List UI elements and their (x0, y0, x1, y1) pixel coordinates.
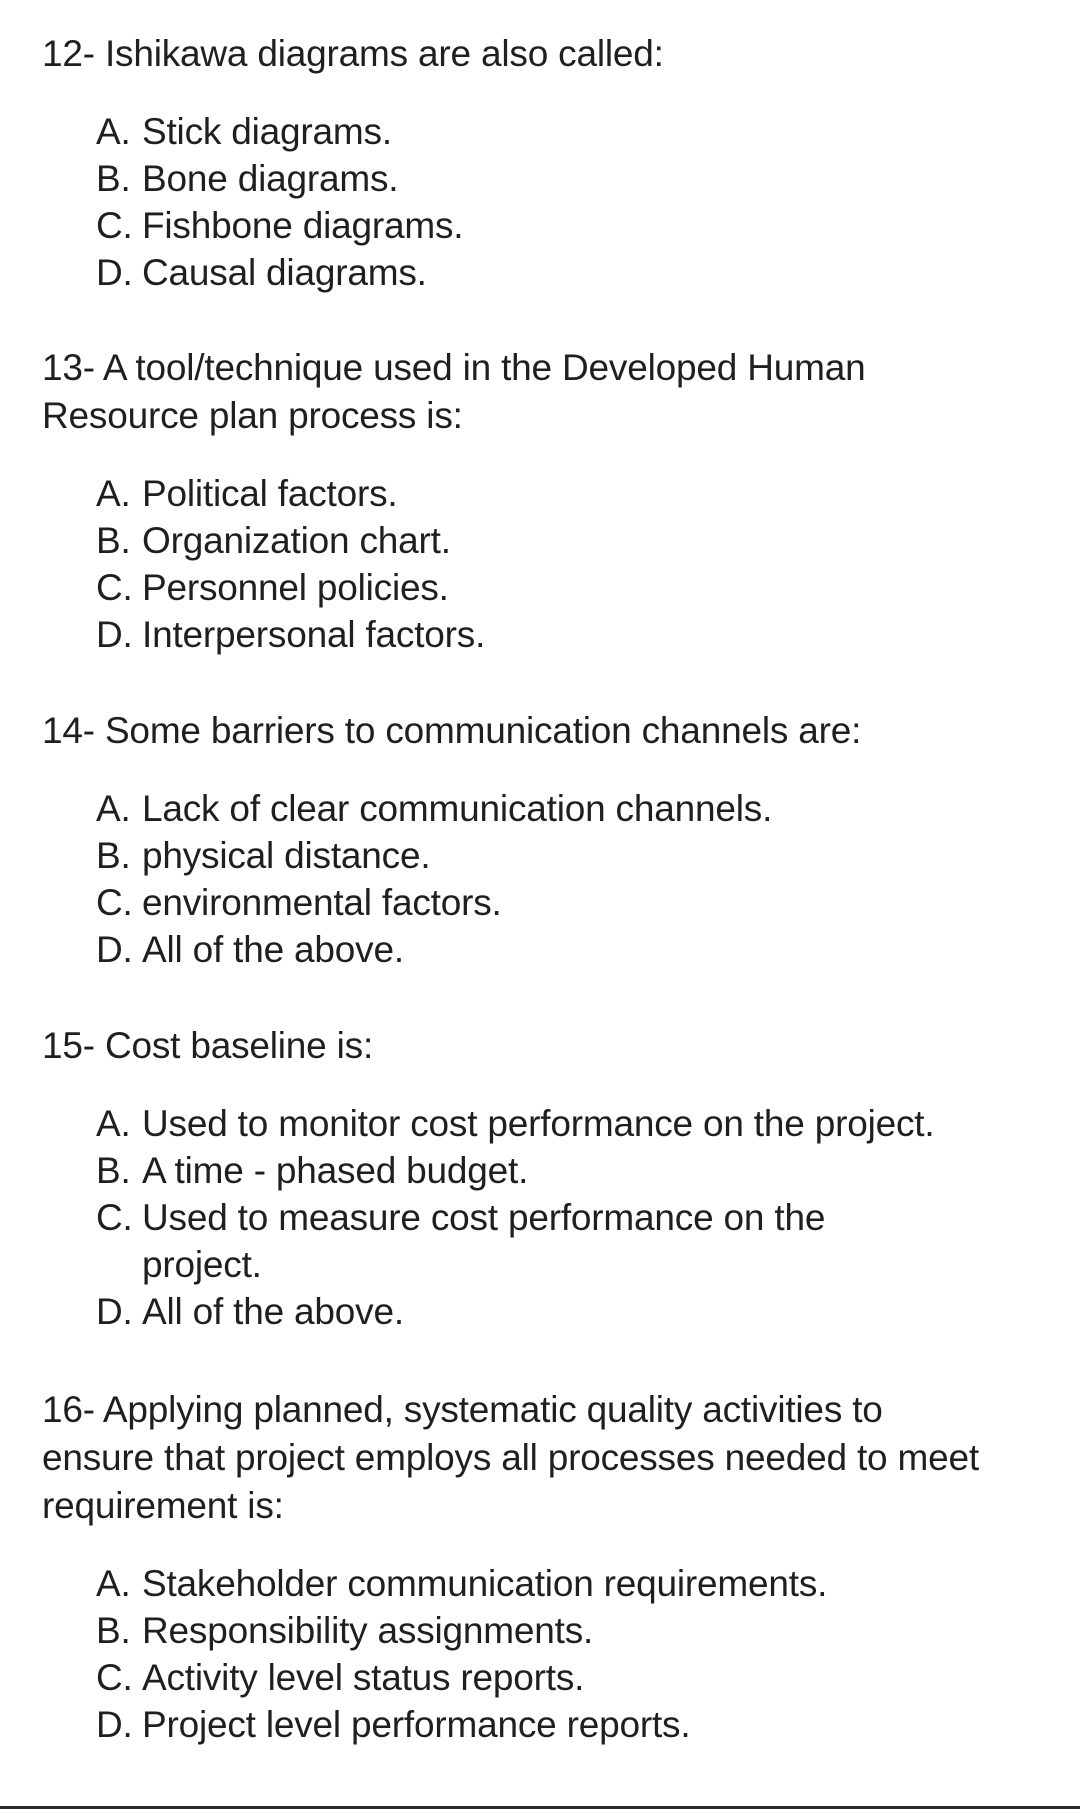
option-b (42, 517, 972, 564)
option-text: Causal diagrams. (142, 252, 427, 293)
question-15 (42, 1022, 1032, 1335)
option-text: Used to monitor cost performance on the project. (142, 1103, 935, 1144)
question-prompt: 13- A tool/technique used in the Developed Human Resource plan process is: (42, 347, 866, 436)
option-text: Interpersonal factors. (142, 614, 486, 655)
option-text: Bone diagrams. (142, 158, 399, 199)
option-letter: A. (96, 788, 131, 829)
option-c (42, 202, 1032, 249)
option-d (42, 1701, 1002, 1748)
option-letter: D. (96, 1704, 133, 1745)
option-text: All of the above. (142, 1291, 404, 1332)
option-text: Stick diagrams. (142, 111, 392, 152)
option-letter: A. (96, 1103, 131, 1144)
option-text: Activity level status reports. (142, 1657, 585, 1698)
option-text: Fishbone diagrams. (142, 205, 464, 246)
option-a (42, 470, 972, 517)
option-d (42, 926, 1032, 973)
option-c (42, 564, 972, 611)
option-letter: C. (96, 1657, 133, 1698)
bottom-divider (0, 1806, 1080, 1809)
option-letter: B. (96, 520, 131, 561)
option-text: Political factors. (142, 473, 398, 514)
option-list (42, 1100, 982, 1335)
option-c (42, 879, 1032, 926)
option-list (42, 785, 1032, 973)
option-letter: D. (96, 252, 133, 293)
option-a (42, 108, 1032, 155)
option-text: All of the above. (142, 929, 404, 970)
option-list (42, 108, 1032, 296)
option-list (42, 470, 972, 658)
option-text: environmental factors. (142, 882, 502, 923)
option-text: Project level performance reports. (142, 1704, 691, 1745)
option-letter: D. (96, 1291, 133, 1332)
option-letter: B. (96, 158, 131, 199)
option-letter: A. (96, 473, 131, 514)
question-prompt: 12- Ishikawa diagrams are also called: (42, 33, 664, 74)
option-text: Lack of clear communication channels. (142, 788, 773, 829)
option-letter: D. (96, 614, 133, 655)
option-text: Used to measure cost performance on the project. (142, 1197, 826, 1285)
option-text: physical distance. (142, 835, 431, 876)
option-b (42, 1607, 1002, 1654)
question-prompt: 14- Some barriers to communication channels are: (42, 710, 862, 751)
question-14 (42, 707, 1032, 973)
option-letter: C. (96, 567, 133, 608)
option-letter: D. (96, 929, 133, 970)
question-13 (42, 344, 972, 658)
option-letter: A. (96, 1563, 131, 1604)
option-b (42, 832, 1032, 879)
option-c (42, 1654, 1002, 1701)
option-a (42, 1100, 982, 1147)
option-letter: A. (96, 111, 131, 152)
option-d (42, 249, 1032, 296)
option-text: Personnel policies. (142, 567, 449, 608)
option-letter: B. (96, 835, 131, 876)
option-a (42, 1560, 1002, 1607)
option-a (42, 785, 1032, 832)
option-d (42, 1288, 982, 1335)
option-b (42, 155, 1032, 202)
option-letter: C. (96, 205, 133, 246)
option-letter: B. (96, 1150, 131, 1191)
option-text: Organization chart. (142, 520, 451, 561)
option-letter: C. (96, 1197, 133, 1238)
option-text: Responsibility assignments. (142, 1610, 594, 1651)
option-text: A time - phased budget. (142, 1150, 529, 1191)
option-letter: B. (96, 1610, 131, 1651)
option-letter: C. (96, 882, 133, 923)
question-prompt: 16- Applying planned, systematic quality activities to ensure that project employs all processes needed to meet requirement is: (42, 1389, 979, 1526)
option-b (42, 1147, 982, 1194)
question-prompt: 15- Cost baseline is: (42, 1025, 374, 1066)
question-12 (42, 30, 1032, 296)
question-16 (42, 1386, 1002, 1748)
option-list (42, 1560, 1002, 1748)
option-d (42, 611, 972, 658)
option-text: Stakeholder communication requirements. (142, 1563, 828, 1604)
option-c (42, 1194, 902, 1288)
